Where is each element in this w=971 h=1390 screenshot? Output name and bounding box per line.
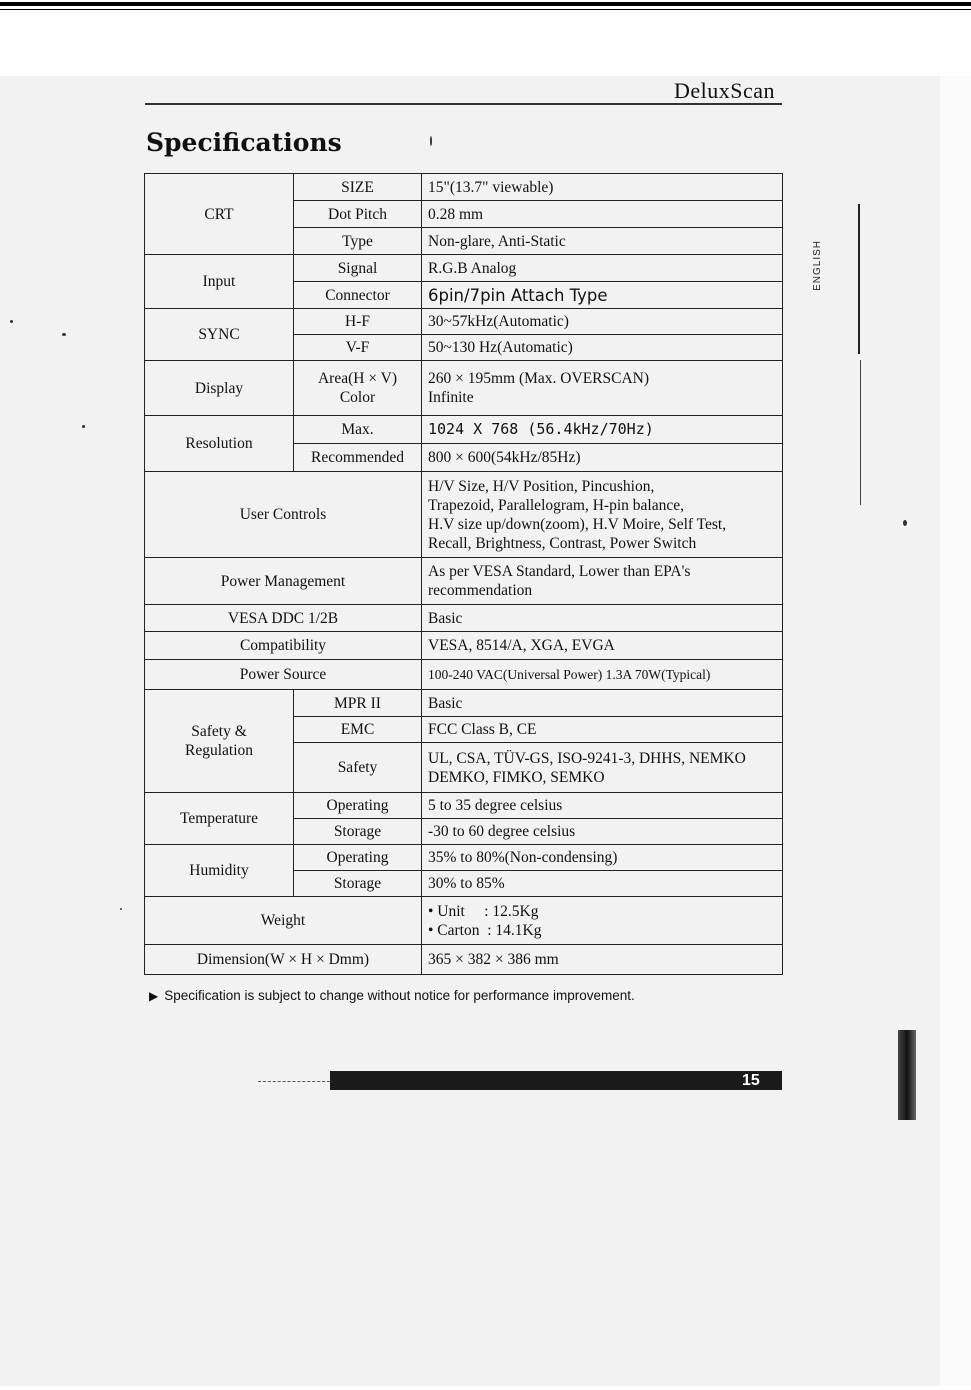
spec-table [144, 173, 783, 975]
value-cell [422, 897, 783, 945]
language-tab: ENGLISH [812, 240, 823, 291]
scan-edge [940, 76, 971, 1386]
row-category-crt: CRT [145, 174, 294, 255]
row-category-power-source: Power Source [145, 660, 422, 690]
footer-bar [330, 1071, 782, 1090]
side-line [860, 360, 861, 505]
arrow-icon: ▶ [149, 989, 159, 1003]
row-category-power-management: Power Management [145, 558, 422, 605]
value-cell: 15"(13.7" viewable) [422, 174, 783, 201]
row-category-temperature: Temperature [145, 793, 294, 845]
value-cell: 100-240 VAC(Universal Power) 1.3A 70W(Typical) [422, 660, 783, 690]
value-line: H/V Size, H/V Position, Pincushion, [428, 477, 655, 495]
sub-label: Type [294, 228, 422, 255]
page-number: 15 [742, 1072, 760, 1089]
sub-label: V-F [294, 335, 422, 361]
value-line: DEMKO, FIMKO, SEMKO [428, 768, 605, 786]
table-row [145, 897, 783, 945]
value-line: Recall, Brightness, Contrast, Power Switch [428, 534, 697, 552]
value-cell: R.G.B Analog [422, 255, 783, 282]
table-row [145, 361, 783, 416]
scan-speck [82, 425, 85, 428]
sub-label-line: Area(H × V) [317, 370, 398, 387]
value-cell: 1024 X 768 (56.4kHz/70Hz) [422, 416, 783, 444]
sub-label-line: Color [339, 389, 376, 406]
sub-label: MPR II [294, 690, 422, 717]
value-cell: 800 × 600(54kHz/85Hz) [422, 444, 783, 472]
category-line: Safety & [191, 723, 247, 740]
page-title: Specifications [146, 128, 342, 157]
table-row [145, 558, 783, 605]
scan-speck [62, 333, 66, 336]
row-category-dimension: Dimension(W × H × Dmm) [145, 945, 422, 975]
value-line: As per VESA Standard, Lower than EPA's [428, 563, 691, 580]
brand-logo: DeluxScan [674, 78, 776, 103]
value-cell [422, 472, 783, 558]
table-row [145, 472, 783, 558]
value-cell: 6pin/7pin Attach Type [422, 282, 783, 309]
row-category-compatibility: Compatibility [145, 632, 422, 660]
value-line: H.V size up/down(zoom), H.V Moire, Self Test, [428, 515, 727, 533]
value-line: • Unit : 12.5Kg [428, 902, 539, 920]
value-cell [422, 743, 783, 793]
value-line: Infinite [428, 389, 474, 406]
row-category-input: Input [145, 255, 294, 309]
sub-label: Recommended [294, 444, 422, 472]
value-cell [422, 558, 783, 605]
value-line: recommendation [428, 582, 533, 599]
table-row [145, 174, 783, 201]
value-cell [422, 361, 783, 416]
side-bracket [858, 204, 860, 354]
sub-label: Operating [294, 793, 422, 819]
row-category-display: Display [145, 361, 294, 416]
value-cell: 365 × 382 × 386 mm [422, 945, 783, 975]
table-row [145, 690, 783, 717]
row-category-humidity: Humidity [145, 845, 294, 897]
top-rule-thick [0, 2, 971, 6]
sub-label: SIZE [294, 174, 422, 201]
sub-label [294, 361, 422, 416]
binding-mark [898, 1030, 916, 1120]
sub-label: H-F [294, 309, 422, 335]
table-row [145, 309, 783, 335]
value-line: • Carton : 14.1Kg [428, 921, 542, 939]
sub-label: EMC [294, 717, 422, 743]
value-cell: -30 to 60 degree celsius [422, 819, 783, 845]
value-cell: 0.28 mm [422, 201, 783, 228]
scan-speck [430, 136, 432, 146]
table-row [145, 660, 783, 690]
top-rule-thin [0, 9, 971, 10]
sub-label: Safety [294, 743, 422, 793]
value-cell: Non-glare, Anti-Static [422, 228, 783, 255]
value-cell: Basic [422, 605, 783, 632]
table-row [145, 632, 783, 660]
value-line: Trapezoid, Parallelogram, H-pin balance, [428, 496, 684, 514]
sub-label: Storage [294, 819, 422, 845]
value-cell: 50~130 Hz(Automatic) [422, 335, 783, 361]
table-row [145, 255, 783, 282]
value-cell: 5 to 35 degree celsius [422, 793, 783, 819]
row-category-vesa-ddc: VESA DDC 1/2B [145, 605, 422, 632]
value-cell: VESA, 8514/A, XGA, EVGA [422, 632, 783, 660]
value-cell: 30~57kHz(Automatic) [422, 309, 783, 335]
table-row [145, 945, 783, 975]
table-row [145, 793, 783, 819]
row-category-user-controls: User Controls [145, 472, 422, 558]
sub-label: Connector [294, 282, 422, 309]
sub-label: Dot Pitch [294, 201, 422, 228]
row-category-resolution: Resolution [145, 416, 294, 472]
header-line [145, 103, 782, 105]
table-row [145, 605, 783, 632]
value-line: UL, CSA, TÜV-GS, ISO-9241-3, DHHS, NEMKO [428, 749, 746, 767]
value-cell: Basic [422, 690, 783, 717]
footnote-text: Specification is subject to change without notice for performance improvement. [164, 988, 635, 1003]
scan-speck [120, 908, 122, 910]
table-row [145, 416, 783, 444]
sub-label: Signal [294, 255, 422, 282]
row-category-sync: SYNC [145, 309, 294, 361]
sub-label: Operating [294, 845, 422, 871]
footer-dash [258, 1081, 330, 1082]
value-cell: FCC Class B, CE [422, 717, 783, 743]
value-cell: 35% to 80%(Non-condensing) [422, 845, 783, 871]
sub-label: Storage [294, 871, 422, 897]
sub-label: Max. [294, 416, 422, 444]
footnote [149, 988, 635, 1003]
value-cell: 30% to 85% [422, 871, 783, 897]
category-line: Regulation [184, 742, 254, 759]
scan-speck [903, 520, 907, 526]
value-line: 260 × 195mm (Max. OVERSCAN) [428, 370, 650, 387]
row-category-weight: Weight [145, 897, 422, 945]
scan-speck [10, 320, 13, 323]
row-category-safety [145, 690, 294, 793]
table-row [145, 845, 783, 871]
